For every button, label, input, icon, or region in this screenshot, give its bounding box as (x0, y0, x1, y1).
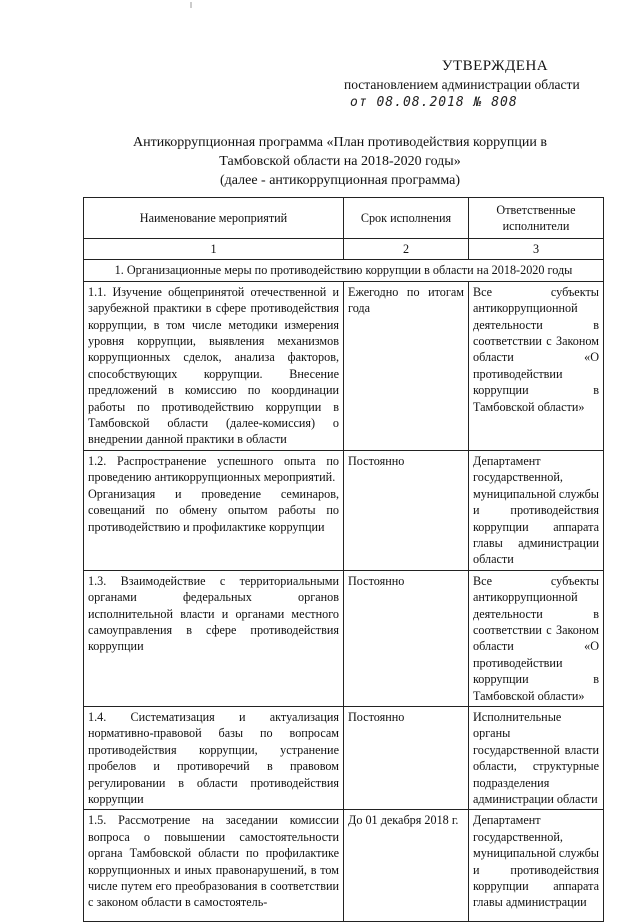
row-resp: Исполнительные органы государственной власти области, структурные подразделения администрации области (469, 706, 604, 809)
col-number: 3 (469, 239, 604, 260)
section-title: 1. Организационные меры по противодействию коррупции в области на 2018-2020 годы (84, 260, 604, 281)
row-resp: Все субъекты антикоррупционной деятельности в соответствии с Законом области «О противодействии коррупции в Тамбовской области» (469, 570, 604, 706)
row-resp: Все субъекты антикоррупционной деятельности в соответствии с Законом области «О противодействии коррупции в Тамбовской области» (469, 281, 604, 450)
table-header-row (84, 198, 604, 239)
row-term: Постоянно (344, 706, 469, 809)
row-resp: Департамент государственной, муниципальной службы и противодействия коррупции аппарата главы администрации области (469, 450, 604, 570)
row-name-part: Организация и проведение семинаров, совещаний по обмену опытом работы по противодействию и профилактике коррупции (88, 486, 339, 534)
section-row (84, 260, 604, 281)
row-resp: Департамент государственной, муниципальной службы и противодействия коррупции аппарата главы администрации (469, 810, 604, 922)
row-name: 1.3. Взаимодействие с территориальными органами федеральных органов исполнительной власти и органами местного самоуправления в сфере противодействия коррупции (84, 570, 344, 706)
table-row (84, 450, 604, 570)
row-term: Постоянно (344, 570, 469, 706)
table-row (84, 570, 604, 706)
col-number: 1 (84, 239, 344, 260)
header-resp: Ответственные исполнители (469, 198, 604, 239)
table-row (84, 706, 604, 809)
header-term: Срок исполнения (344, 198, 469, 239)
header-name: Наименование мероприятий (84, 198, 344, 239)
scan-mark (190, 2, 192, 8)
approval-date: от 08.08.2018 № 808 (350, 95, 518, 110)
document-title (60, 133, 620, 190)
title-line-1: Антикоррупционная программа «План противодействия коррупции в (132, 135, 548, 150)
title-line-2: Тамбовской области на 2018-2020 годы» (219, 154, 461, 169)
approval-stamp (340, 58, 620, 110)
approval-heading: УТВЕРЖДЕНА (441, 58, 549, 74)
table-row (84, 810, 604, 922)
table-row (84, 281, 604, 450)
row-term: Постоянно (344, 450, 469, 570)
row-name: 1.1. Изучение общепринятой отечественной и зарубежной практики в сфере противодействия коррупции, в том числе методики измерения уровня коррупции, выявления механизмов коррупционных сделок, анализа факторов, способствующих коррупции. Внесение предложений в комиссию по координации работы по противодействию коррупции в Тамбовской области (далее-комиссия) о внедрении данной практики в области (84, 281, 344, 450)
column-number-row (84, 239, 604, 260)
program-table (83, 197, 604, 922)
row-term: Ежегодно по итогам года (344, 281, 469, 450)
row-name-part: 1.2. Распространение успешного опыта по проведению антикоррупционных мероприятий. (88, 453, 339, 485)
row-name: 1.4. Систематизация и актуализация нормативно-правовой базы по вопросам противодействия коррупции, устранение пробелов и противоречий в правовом регулировании в области противодействия коррупции (84, 706, 344, 809)
title-line-3: (далее - антикоррупционная программа) (220, 173, 460, 188)
approval-line: постановлением администрации области (344, 77, 580, 92)
row-name (84, 450, 344, 570)
row-term: До 01 декабря 2018 г. (344, 810, 469, 922)
row-name: 1.5. Рассмотрение на заседании комиссии вопроса о повышении самостоятельности органа Тамбовской области по профилактике коррупционных и иных правонарушений, в том числе путем его преобразования в соответствии с законом области в самостоятель- (84, 810, 344, 922)
col-number: 2 (344, 239, 469, 260)
